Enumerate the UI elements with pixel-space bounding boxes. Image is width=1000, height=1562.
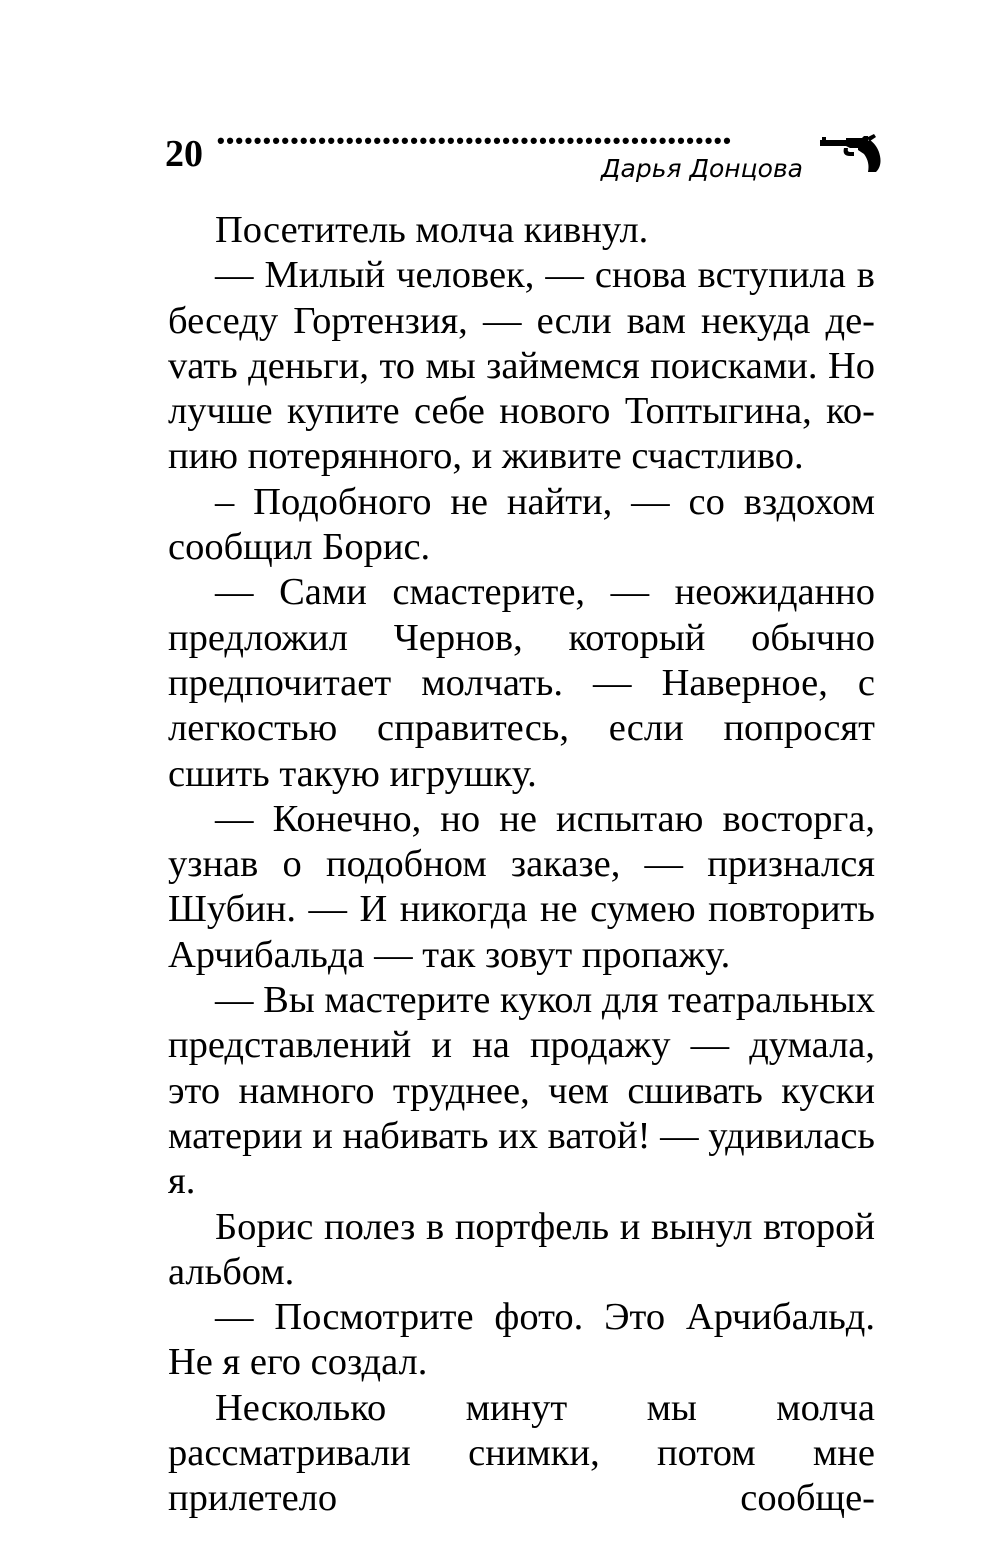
- page-number: 20: [165, 133, 203, 175]
- paragraph: — Милый человек, — снова вступила в беседу Гортензия, — если вам некуда деvать деньги, то мы займемся поисками. Но лучше купите себе нового Топтыгина, копию потерянного, и живите счастливо.: [168, 254, 875, 478]
- dotted-rule: ••••••••••••••••••••••••••••••••••••••••••••••••••••••••: [217, 130, 733, 153]
- body-text: [168, 208, 875, 1522]
- paragraph: Несколько минут мы молча рассматривали снимки, потом мне прилетело сообще-: [168, 1386, 875, 1520]
- paragraph: — Сами смастерите, — неожиданно предложил Чернов, который обычно предпочитает молчать. — Наверное, с легкостью справитесь, если попросят сшить такую игрушку.: [168, 571, 875, 795]
- paragraph: — Вы мастерите кукол для театральных представлений и на продажу — думала, это намного труднее, чем сшивать куски материи и набивать их ватой! — удивилась я.: [168, 979, 875, 1203]
- author-name: Дарья Донцова: [601, 154, 803, 183]
- paragraph: Борис полез в портфель и вынул второй альбом.: [168, 1205, 875, 1293]
- paragraph: – Подобного не найти, — со вздохом сообщил Борис.: [168, 480, 875, 569]
- paragraph: — Посмотрите фото. Это Арчибальд. Не я его создал.: [168, 1296, 875, 1384]
- revolver-icon: [820, 134, 882, 174]
- paragraph: Посетитель молча кивнул.: [215, 209, 649, 251]
- running-head: [165, 128, 885, 188]
- paragraph: — Конечно, но не испытаю восторга, узнав о подобном заказе, — признался Шубин. — И никогда не сумею повторить Арчибальда — так зовут пропажу.: [168, 797, 875, 976]
